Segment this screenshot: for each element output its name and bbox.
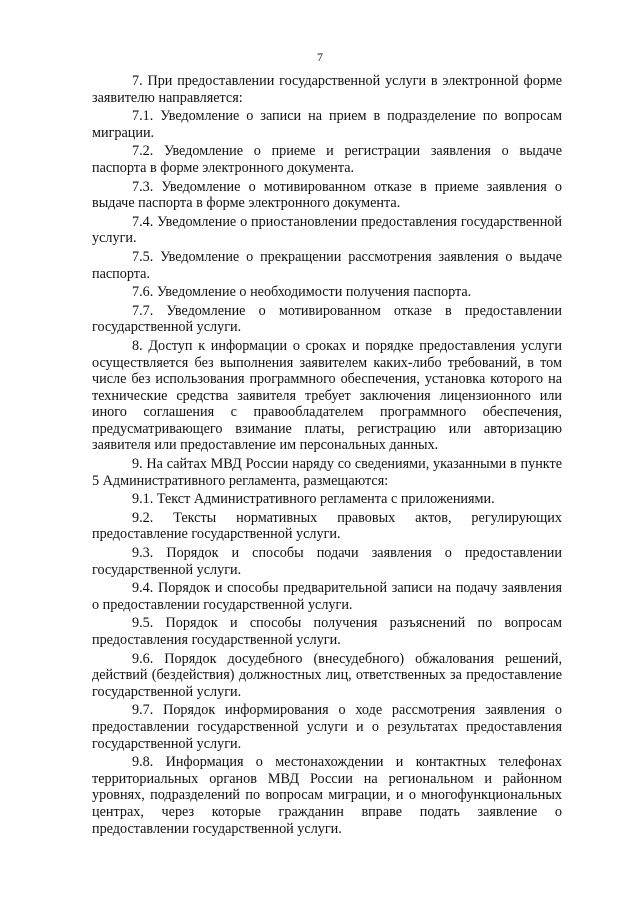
paragraph-9-6: 9.6. Порядок досудебного (внесудебного) обжалования решений, действий (бездействия) должностных лиц, ответственных за предоставление государственной услуги. (92, 650, 562, 700)
paragraph-9-7: 9.7. Порядок информирования о ходе рассмотрения заявления о предоставлении государственной услуги и о результатах предоставления государственной услуги. (92, 702, 562, 752)
paragraph-9-4: 9.4. Порядок и способы предварительной записи на подачу заявления о предоставлении государственной услуги. (92, 580, 562, 613)
document-body (92, 73, 562, 837)
paragraph-9-3: 9.3. Порядок и способы подачи заявления о предоставлении государственной услуги. (92, 545, 562, 578)
paragraph-9-8: 9.8. Информация о местонахождении и контактных телефонах территориальных органов МВД России на региональном и районном уровнях, подразделений по вопросам миграции, и о многофункциональных центрах, через которые гражданин вправе подать заявление о предоставлении государственной услуги. (92, 754, 562, 837)
paragraph-9-2: 9.2. Тексты нормативных правовых актов, регулирующих предоставление государственной услуги. (92, 509, 562, 543)
paragraph-8: 8. Доступ к информации о сроках и порядке предоставления услуги осуществляется без выполнения заявителем каких-либо требований, в том числе без использования программного обеспечения, установка которого на технические средства заявителя требует заключения лицензионного или иного соглашения с правообладателем программного обеспечения, предусматривающего взимание платы, регистрацию или авторизацию заявителя или предоставление им персональных данных. (92, 337, 562, 454)
paragraph-7-7: 7.7. Уведомление о мотивированном отказе в предоставлении государственной услуги. (92, 302, 562, 336)
paragraph-7-6: 7.6. Уведомление о необходимости получения паспорта. (132, 284, 472, 301)
page-number: 7 (317, 50, 323, 64)
paragraph-9-1: 9.1. Текст Административного регламента с приложениями. (132, 491, 495, 508)
paragraph-9-5: 9.5. Порядок и способы получения разъяснений по вопросам предоставления государственной услуги. (92, 615, 562, 648)
paragraph-7-2: 7.2. Уведомление о приеме и регистрации заявления о выдаче паспорта в форме электронного документа. (92, 143, 562, 176)
paragraph-7-5: 7.5. Уведомление о прекращении рассмотрения заявления о выдаче паспорта. (92, 248, 562, 282)
paragraph-7-3: 7.3. Уведомление о мотивированном отказе в приеме заявления о выдаче паспорта в форме электронного документа. (92, 178, 562, 212)
paragraph-7: 7. При предоставлении государственной услуги в электронной форме заявителю направляется: (92, 73, 562, 106)
paragraph-9: 9. На сайтах МВД России наряду со сведениями, указанными в пункте 5 Административного регламента, размещаются: (92, 456, 562, 489)
paragraph-7-4: 7.4. Уведомление о приостановлении предоставления государственной услуги. (92, 213, 562, 247)
paragraph-7-1: 7.1. Уведомление о записи на прием в подразделение по вопросам миграции. (92, 108, 562, 141)
